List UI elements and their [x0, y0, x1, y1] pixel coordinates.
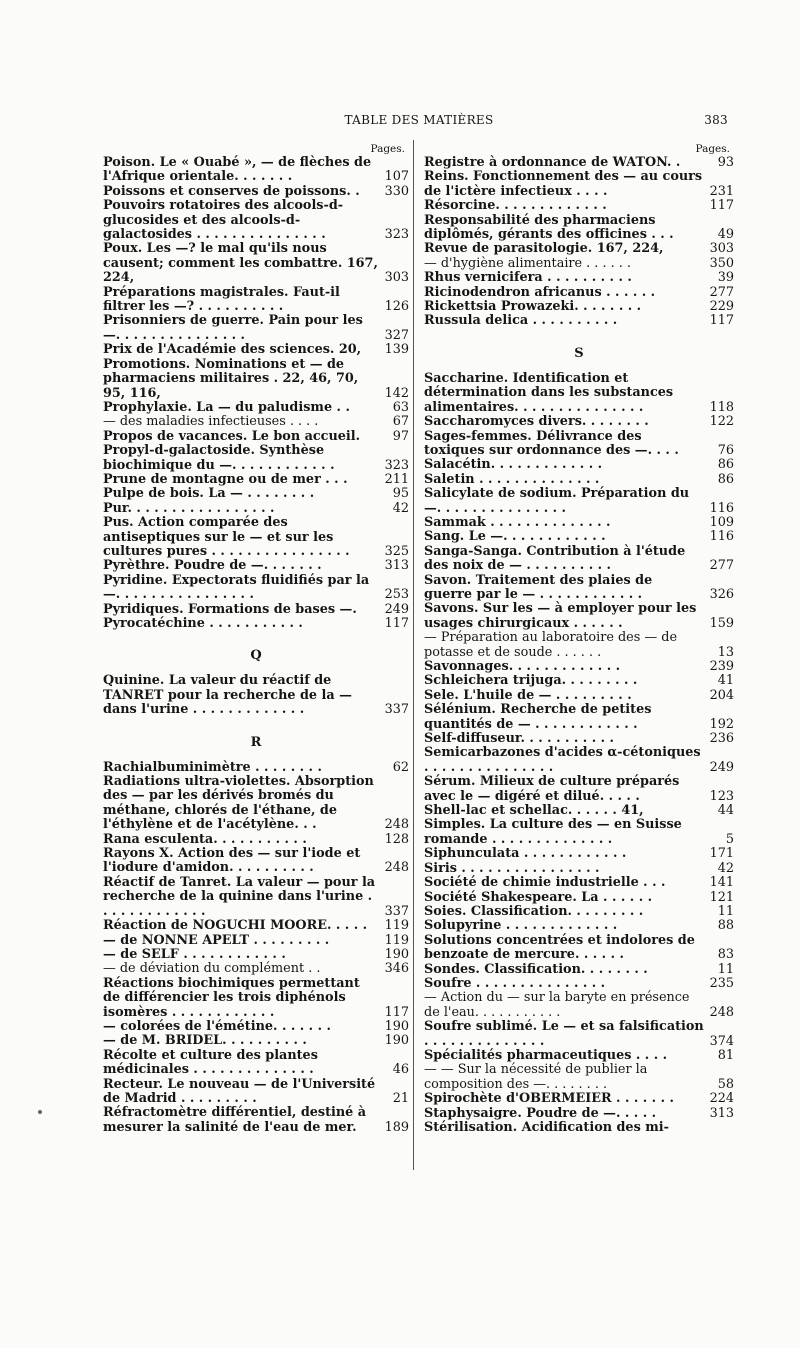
- index-entry-page: 248: [709, 1004, 734, 1020]
- left-column: [103, 143, 409, 1135]
- index-entry: [103, 286, 409, 315]
- index-entry: [424, 1092, 734, 1106]
- index-entry: [424, 963, 734, 977]
- page-title: TABLE DES MATIÈRES: [344, 113, 494, 127]
- index-entry-page: 313: [384, 558, 409, 574]
- index-list-q: [103, 674, 409, 717]
- column-divider: [413, 140, 414, 1170]
- index-entry: [424, 156, 734, 170]
- index-entry-page: 277: [709, 558, 734, 574]
- index-list-r-cont: [424, 156, 734, 329]
- index-entry-page: 63: [392, 399, 409, 415]
- index-entry: [103, 617, 409, 631]
- index-entry-text: Saccharomyces divers. . . . . . . .: [424, 414, 649, 430]
- index-entry-page: 42: [392, 500, 409, 516]
- index-entry-text: Sérum. Milieux de culture préparés avec le — digéré et dilué. . . . .: [424, 774, 680, 804]
- index-entry-page: 350: [709, 255, 734, 271]
- index-entry: [424, 199, 734, 213]
- index-entry: [424, 487, 734, 516]
- index-entry: [424, 818, 734, 847]
- index-entry: [424, 746, 734, 775]
- index-entry-page: 41: [717, 673, 734, 689]
- index-entry-text: Réaction de NOGUCHI MOORE. . . . .: [103, 918, 368, 934]
- index-entry-text: Solutions concentrées et indolores de benzoate de mercure. . . . . .: [424, 932, 695, 963]
- index-entry: [103, 1106, 409, 1135]
- index-entry: [424, 430, 734, 459]
- index-entry: [103, 1034, 409, 1048]
- index-entry-page: 327: [384, 327, 409, 343]
- index-entry: [424, 1121, 734, 1135]
- index-entry-text: Savonnages. . . . . . . . . . . . .: [424, 659, 621, 674]
- index-entry-page: 337: [384, 702, 409, 718]
- index-entry-text: Spécialités pharmaceutiques . . . .: [424, 1047, 668, 1063]
- index-entry-page: 109: [709, 514, 734, 530]
- index-list-s: [424, 372, 734, 1136]
- index-entry: [424, 415, 734, 429]
- index-entry: [103, 1049, 409, 1078]
- index-entry: [103, 185, 409, 199]
- index-entry-text: Solupyrine . . . . . . . . . . . . .: [424, 918, 618, 934]
- index-entry: [424, 602, 734, 631]
- index-entry-text: — de NONNE APELT . . . . . . . . .: [103, 932, 330, 948]
- index-entry-page: 159: [709, 615, 734, 631]
- index-entry-text: — Préparation au laboratoire des — de potasse et de soude . . . . . .: [424, 630, 678, 660]
- index-entry-page: 142: [384, 385, 409, 401]
- section-letter-s: S: [574, 345, 584, 361]
- index-entry-text: Prophylaxie. La — du paludisme . .: [103, 399, 350, 415]
- index-entry-page: 190: [384, 1018, 409, 1034]
- index-entry-page: 224: [709, 1091, 734, 1107]
- index-entry-page: 325: [384, 543, 409, 559]
- index-entry-page: 189: [384, 1119, 409, 1135]
- index-entry-text: Russula delica . . . . . . . . . .: [424, 313, 618, 329]
- index-entry: [103, 487, 409, 501]
- index-entry: [424, 934, 734, 963]
- index-entry-text: Promotions. Nominations et — de pharmaciens militaires . 22, 46, 70, 95, 116,: [103, 356, 359, 401]
- index-entry-text: Schleichera trijuga. . . . . . . . .: [424, 673, 638, 689]
- index-entry-page: 13: [717, 644, 734, 660]
- index-entry: [424, 1049, 734, 1063]
- right-column: [424, 143, 734, 1135]
- index-entry-page: 337: [384, 903, 409, 919]
- index-entry: [424, 242, 734, 256]
- index-entry: [103, 156, 409, 185]
- index-entry-text: Salacétin. . . . . . . . . . . . .: [424, 457, 603, 473]
- index-entry-text: Poux. Les —? le mal qu'ils nous causent; comment les combattre. 167, 224,: [103, 241, 378, 286]
- index-entry-text: Spirochète d'OBERMEIER . . . . . . .: [424, 1091, 674, 1107]
- index-entry-page: 67: [392, 414, 409, 430]
- index-entry-page: 211: [384, 471, 409, 487]
- index-entry: [424, 300, 734, 314]
- index-entry: [424, 977, 734, 991]
- index-list-r: [103, 761, 409, 1136]
- index-entry-page: 277: [709, 284, 734, 300]
- index-entry-text: Radiations ultra-violettes. Absorption des — par les dérivés bromés du méthane, chlorés de l'éthane, de l'éthylène et de l'acétylène. . .: [103, 774, 374, 833]
- index-entry-text: Recteur. Le nouveau — de l'Université de Madrid . . . . . . . . .: [103, 1076, 376, 1106]
- index-entry-page: 107: [384, 169, 409, 185]
- index-entry-text: Quinine. La valeur du réactif de TANRET pour la recherche de la — dans l'urine . . . . . . . . . . . . .: [103, 673, 352, 718]
- index-entry-page: 190: [384, 946, 409, 962]
- index-entry-page: 229: [709, 299, 734, 315]
- index-entry-page: 235: [709, 975, 734, 991]
- index-entry-text: Sélénium. Recherche de petites quantités de — . . . . . . . . . . . .: [424, 702, 652, 732]
- index-entry-text: — — Sur la nécessité de publier la composition des —. . . . . . . .: [424, 1062, 648, 1092]
- index-entry-text: Sammak . . . . . . . . . . . . . .: [424, 514, 611, 530]
- index-entry-text: Pur. . . . . . . . . . . . . . . . .: [103, 500, 275, 516]
- index-entry: [103, 1020, 409, 1034]
- index-entry-text: Simples. La culture des — en Suisse romande . . . . . . . . . . . . . .: [424, 817, 682, 847]
- index-entry: [103, 761, 409, 775]
- running-header: [110, 113, 728, 133]
- index-entry-page: 139: [384, 342, 409, 358]
- index-entry: [424, 257, 734, 271]
- index-entry: [424, 545, 734, 574]
- index-entry-page: 248: [384, 860, 409, 876]
- index-entry-page: 171: [709, 846, 734, 862]
- index-entry-text: Rhus vernicifera . . . . . . . . . .: [424, 270, 632, 286]
- index-entry-page: 122: [709, 414, 734, 430]
- index-entry: [424, 847, 734, 861]
- index-entry: [103, 401, 409, 415]
- index-entry-text: Rana esculenta. . . . . . . . . . .: [103, 831, 307, 847]
- index-entry-text: Revue de parasitologie. 167, 224,: [424, 241, 664, 257]
- pages-column-label: Pages.: [370, 143, 405, 155]
- index-entry-text: Sages-femmes. Délivrance des toxiques sur ordonnance des —. . . .: [424, 428, 679, 458]
- index-entry: [424, 271, 734, 285]
- index-entry: [103, 919, 409, 933]
- index-entry: [424, 314, 734, 328]
- index-entry-text: — d'hygiène alimentaire . . . . . .: [424, 255, 631, 271]
- page-number: 383: [704, 113, 728, 127]
- index-entry: [424, 458, 734, 472]
- index-entry-page: 249: [384, 601, 409, 617]
- index-entry-text: Pulpe de bois. La — . . . . . . . .: [103, 486, 315, 502]
- index-entry: [103, 674, 409, 717]
- index-entry-text: Propos de vacances. Le bon accueil.: [103, 428, 361, 444]
- index-entry-text: Rachialbuminimètre . . . . . . . .: [103, 759, 322, 775]
- index-entry-text: Rayons X. Action des — sur l'iode et l'iodure d'amidon. . . . . . . . . .: [103, 846, 361, 876]
- index-entry-text: Saccharine. Identification et détermination dans les substances alimentaires. . . . . . . . . . . . . . .: [424, 370, 674, 415]
- index-entry-page: 86: [717, 471, 734, 487]
- index-entry-page: 326: [709, 586, 734, 602]
- index-entry-text: Réfractomètre différentiel, destiné à mesurer la salinité de l'eau de mer.: [103, 1105, 367, 1135]
- index-entry-text: Préparations magistrales. Faut-il filtrer les —? . . . . . . . . . .: [103, 284, 340, 315]
- index-entry-page: 253: [384, 587, 409, 603]
- index-entry-text: Société Shakespeare. La . . . . . .: [424, 889, 653, 905]
- index-entry-text: Société de chimie industrielle . . .: [424, 875, 666, 891]
- index-entry: [424, 1107, 734, 1121]
- index-entry-text: Ricinodendron africanus . . . . . .: [424, 284, 656, 300]
- index-entry-text: — Action du — sur la baryte en présence de l'eau. . . . . . . . . . .: [424, 990, 690, 1020]
- index-entry: [424, 674, 734, 688]
- index-entry-page: 303: [384, 270, 409, 286]
- index-entry-text: Stérilisation. Acidification des mi-: [424, 1120, 669, 1135]
- index-entry-text: Récolte et culture des plantes médicinales . . . . . . . . . . . . . .: [103, 1047, 318, 1078]
- index-entry-text: Staphysaigre. Poudre de —. . . . .: [424, 1105, 657, 1121]
- index-entry: [424, 876, 734, 890]
- index-entry-text: Propyl-d-galactoside. Synthèse biochimique du —. . . . . . . . . . . .: [103, 443, 335, 473]
- index-entry-page: 330: [384, 183, 409, 199]
- index-entry-page: 141: [709, 875, 734, 891]
- index-entry-text: — de SELF . . . . . . . . . . . .: [103, 946, 286, 962]
- index-entry-text: Rickettsia Prowazeki. . . . . . . .: [424, 299, 642, 315]
- index-entry-text: Pus. Action comparée des antiseptiques sur le — et sur les cultures pures . . . . . . . . . . . . . . . .: [103, 515, 350, 559]
- index-entry-page: 81: [717, 1047, 734, 1063]
- index-entry-page: 42: [717, 860, 734, 876]
- index-entry-text: Sanga-Sanga. Contribution à l'étude des noix de — . . . . . . . . . .: [424, 543, 686, 574]
- index-entry-text: Registre à ordonnance de WATON. .: [424, 155, 681, 170]
- index-entry-page: 117: [709, 313, 734, 329]
- index-entry-text: Prix de l'Académie des sciences. 20,: [103, 342, 362, 358]
- index-entry-text: Sondes. Classification. . . . . . . .: [424, 961, 648, 977]
- index-entry-page: 39: [717, 270, 734, 286]
- index-entry-page: 44: [717, 803, 734, 819]
- index-entry-text: Pyrèthre. Poudre de —. . . . . . .: [103, 558, 322, 574]
- index-entry: [103, 1078, 409, 1107]
- index-entry-page: 11: [717, 903, 734, 919]
- index-entry: [103, 934, 409, 948]
- index-entry-text: Siris . . . . . . . . . . . . . . . .: [424, 860, 600, 876]
- index-entry: [424, 516, 734, 530]
- index-entry-page: 58: [717, 1076, 734, 1092]
- index-entry-page: 46: [392, 1062, 409, 1078]
- index-entry: [103, 199, 409, 242]
- index-entry-page: 49: [717, 227, 734, 243]
- index-entry-page: 76: [717, 442, 734, 458]
- index-entry: [424, 1020, 734, 1049]
- index-entry: [103, 962, 409, 976]
- index-entry-text: Réactif de Tanret. La valeur — pour la recherche de la quinine dans l'urine . . . . . . . . . . . . .: [103, 874, 376, 919]
- index-entry-page: 21: [392, 1090, 409, 1106]
- index-entry-page: 117: [709, 198, 734, 214]
- index-entry: [103, 242, 409, 285]
- index-entry-page: 119: [384, 918, 409, 934]
- index-entry: [103, 502, 409, 516]
- index-entry-text: Soufre . . . . . . . . . . . . . . .: [424, 975, 606, 991]
- index-entry-page: 231: [709, 183, 734, 199]
- index-entry-page: 346: [384, 961, 409, 977]
- index-entry: [424, 703, 734, 732]
- index-entry: [103, 603, 409, 617]
- index-entry-text: Savons. Sur les — à employer pour les usages chirurgicaux . . . . . .: [424, 601, 697, 631]
- index-entry-text: Résorcine. . . . . . . . . . . . .: [424, 198, 607, 214]
- index-entry-text: Poissons et conserves de poissons. .: [103, 183, 360, 199]
- index-entry-text: Pyridine. Expectorats fluidifiés par la —. . . . . . . . . . . . . . . .: [103, 572, 370, 603]
- index-entry-text: Saletin . . . . . . . . . . . . . .: [424, 471, 600, 487]
- index-entry-text: — de déviation du complément . .: [103, 961, 321, 977]
- index-entry-text: Prune de montagne ou de mer . . .: [103, 471, 348, 487]
- index-entry-page: 97: [392, 428, 409, 444]
- index-entry: [424, 473, 734, 487]
- index-entry-text: — de M. BRIDEL. . . . . . . . . .: [103, 1033, 307, 1049]
- index-entry-text: Réactions biochimiques permettant de différencier les trois diphénols isomères . . . . . . . . . . . .: [103, 975, 360, 1020]
- index-entry-page: 303: [709, 241, 734, 257]
- index-entry-text: Poison. Le « Ouabé », — de flèches de l'Afrique orientale. . . . . . .: [103, 155, 372, 185]
- index-entry-page: 323: [384, 227, 409, 243]
- index-entry-page: 126: [384, 299, 409, 315]
- index-entry-text: Sang. Le —. . . . . . . . . . . .: [424, 529, 606, 545]
- index-entry-page: 62: [392, 759, 409, 775]
- index-entry-page: 374: [709, 1033, 734, 1049]
- index-entry-page: 95: [392, 486, 409, 502]
- index-entry-page: 86: [717, 457, 734, 473]
- index-entry-text: Shell-lac et schellac. . . . . . 41,: [424, 803, 644, 819]
- index-entry-text: Pyrocatéchine . . . . . . . . . . .: [103, 616, 303, 631]
- index-entry: [424, 286, 734, 300]
- index-entry-text: — colorées de l'émétine. . . . . . .: [103, 1018, 331, 1034]
- index-entry: [424, 891, 734, 905]
- index-entry-text: Reins. Fonctionnement des — au cours de l'ictère infectieux . . . .: [424, 169, 703, 199]
- index-entry: [103, 977, 409, 1020]
- index-entry: [103, 314, 409, 343]
- index-entry-text: Responsabilité des pharmaciens diplômés, gérants des officines . . .: [424, 212, 674, 243]
- index-entry: [103, 430, 409, 444]
- index-entry-text: Prisonniers de guerre. Pain pour les —. . . . . . . . . . . . . . .: [103, 313, 363, 343]
- index-entry: [103, 358, 409, 401]
- index-entry: [424, 689, 734, 703]
- index-entry: [103, 415, 409, 429]
- index-entry-page: 116: [709, 500, 734, 516]
- section-letter-r: R: [250, 734, 262, 750]
- index-entry: [424, 1063, 734, 1092]
- index-entry-page: 204: [709, 687, 734, 703]
- index-entry-page: 128: [384, 831, 409, 847]
- index-entry: [103, 847, 409, 876]
- index-entry-text: Siphunculata . . . . . . . . . . . .: [424, 846, 627, 862]
- index-entry-text: Soies. Classification. . . . . . . . .: [424, 903, 644, 919]
- index-entry: [103, 876, 409, 919]
- index-entry-page: 117: [384, 1004, 409, 1020]
- index-entry-text: Savon. Traitement des plaies de guerre par le — . . . . . . . . . . . .: [424, 572, 653, 602]
- index-entry: [424, 919, 734, 933]
- index-entry-page: 116: [709, 529, 734, 545]
- index-entry: [103, 574, 409, 603]
- index-entry: [103, 444, 409, 473]
- index-entry-text: Pouvoirs rotatoires des alcools-d-glucosides et des alcools-d-galactosides . . . . . . . . . . . . . . .: [103, 198, 344, 243]
- pages-column-label: Pages.: [695, 143, 730, 155]
- index-list-p: [103, 156, 409, 631]
- index-entry-text: Pyridiques. Formations de bases —.: [103, 601, 357, 617]
- index-entry-page: 119: [384, 932, 409, 948]
- print-speck: [38, 1110, 42, 1114]
- index-entry: [424, 775, 734, 804]
- index-entry: [103, 948, 409, 962]
- index-entry: [103, 775, 409, 833]
- index-entry-page: 323: [384, 457, 409, 473]
- index-entry-page: 83: [717, 947, 734, 963]
- index-entry-page: 5: [725, 831, 734, 847]
- index-entry: [103, 343, 409, 357]
- index-entry-page: 190: [384, 1033, 409, 1049]
- index-entry: [424, 660, 734, 674]
- index-entry-page: 93: [717, 155, 734, 170]
- index-entry-text: Soufre sublimé. Le — et sa falsification . . . . . . . . . . . . . .: [424, 1019, 704, 1049]
- index-entry-page: 192: [709, 716, 734, 732]
- index-entry: [103, 559, 409, 573]
- index-entry-page: 239: [709, 659, 734, 674]
- index-entry: [424, 530, 734, 544]
- index-entry-text: — des maladies infectieuses . . . .: [103, 414, 319, 430]
- index-entry: [424, 170, 734, 199]
- index-entry-text: Semicarbazones d'acides α-cétoniques . . . . . . . . . . . . . . .: [424, 745, 701, 775]
- index-entry-page: 236: [709, 731, 734, 747]
- index-entry-text: Self-diffuseur. . . . . . . . . . .: [424, 731, 614, 747]
- index-entry: [424, 574, 734, 603]
- section-letter-q: Q: [250, 648, 262, 664]
- index-entry: [424, 905, 734, 919]
- index-entry: [424, 732, 734, 746]
- index-entry-text: Sele. L'huile de — . . . . . . . . .: [424, 687, 632, 703]
- index-entry-page: 88: [717, 918, 734, 934]
- index-entry-page: 121: [709, 889, 734, 905]
- index-entry-page: 123: [709, 788, 734, 804]
- index-entry: [424, 214, 734, 243]
- index-entry: [424, 631, 734, 660]
- index-entry: [103, 833, 409, 847]
- index-entry-page: 313: [709, 1105, 734, 1121]
- index-entry: [424, 991, 734, 1020]
- index-entry-page: 248: [384, 817, 409, 833]
- index-entry: [424, 804, 734, 818]
- index-entry: [424, 862, 734, 876]
- index-entry-page: 249: [709, 759, 734, 775]
- index-entry-page: 11: [717, 961, 734, 977]
- index-entry-page: 117: [384, 616, 409, 631]
- index-entry: [103, 473, 409, 487]
- index-entry-page: 118: [709, 399, 734, 415]
- index-entry: [424, 372, 734, 415]
- index-entry-text: Salicylate de sodium. Préparation du —. . . . . . . . . . . . . . .: [424, 486, 690, 516]
- index-entry: [103, 516, 409, 559]
